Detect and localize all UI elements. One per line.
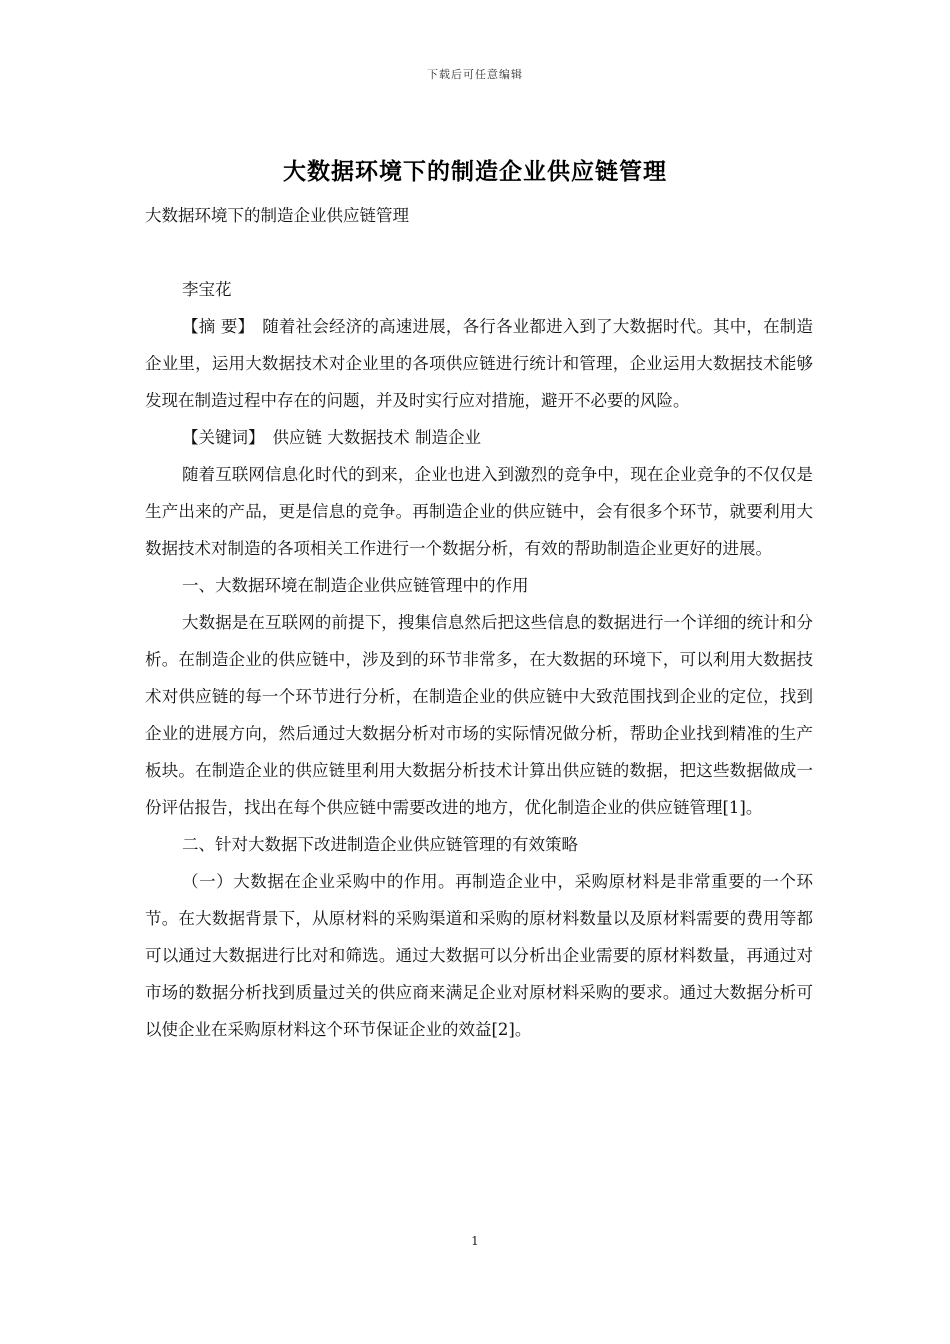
keywords-paragraph [145,419,813,456]
author: 李宝花 [182,280,232,299]
abstract-label: 【摘 要】 [182,317,255,336]
document-body [145,197,813,1048]
abstract-text: 随着社会经济的高速进展，各行各业都进入到了大数据时代。其中，在制造企业里，运用大数据技术对企业里的各项供应链进行统计和管理，企业运用大数据技术能够发现在制造过程中存在的问题，并及时实行应对措施，避开不必要的风险。 [145,317,814,410]
keywords-label: 【关键词】 [182,428,265,447]
body-paragraph: （一）大数据在企业采购中的作用。再制造企业中，采购原材料是非常重要的一个环节。在大数据背景下，从原材料的采购渠道和采购的原材料数量以及原材料需要的费用等都可以通过大数据进行比对和筛选。通过大数据可以分析出企业需要的原材料数量，再通过对市场的数据分析找到质量过关的供应商来满足企业对原材料采购的要求。通过大数据分析可以使企业在采购原材料这个环节保证企业的效益[2]。 [145,872,813,1039]
body-paragraph: 大数据是在互联网的前提下，搜集信息然后把这些信息的数据进行一个详细的统计和分析。在制造企业的供应链中，涉及到的环节非常多，在大数据的环境下，可以利用大数据技术对供应链的每一个环节进行分析，在制造企业的供应链中大致范围找到企业的定位，找到企业的进展方向，然后通过大数据分析对市场的实际情况做分析，帮助企业找到精准的生产板块。在制造企业的供应链里利用大数据分析技术计算出供应链的数据，把这些数据做成一份评估报告，找出在每个供应链中需要改进的地方，优化制造企业的供应链管理[1]。 [145,613,813,817]
section-heading: 一、大数据环境在制造企业供应链管理中的作用 [182,576,529,595]
header-note: 下载后可任意编辑 [427,68,523,81]
subtitle: 大数据环境下的制造企业供应链管理 [145,206,409,225]
body-paragraph: 随着互联网信息化时代的到来，企业也进入到激烈的竞争中，现在企业竞争的不仅仅是生产出来的产品，更是信息的竞争。再制造企业的供应链中，会有很多个环节，就要利用大数据技术对制造的各项相关工作进行一个数据分析，有效的帮助制造企业更好的进展。 [145,465,813,558]
page-title: 大数据环境下的制造企业供应链管理 [283,159,667,185]
abstract-paragraph [145,308,813,419]
page-number: 1 [471,1234,479,1248]
section-heading: 二、针对大数据下改进制造企业供应链管理的有效策略 [182,835,578,854]
keywords-text: 供应链 大数据技术 制造企业 [272,428,481,447]
